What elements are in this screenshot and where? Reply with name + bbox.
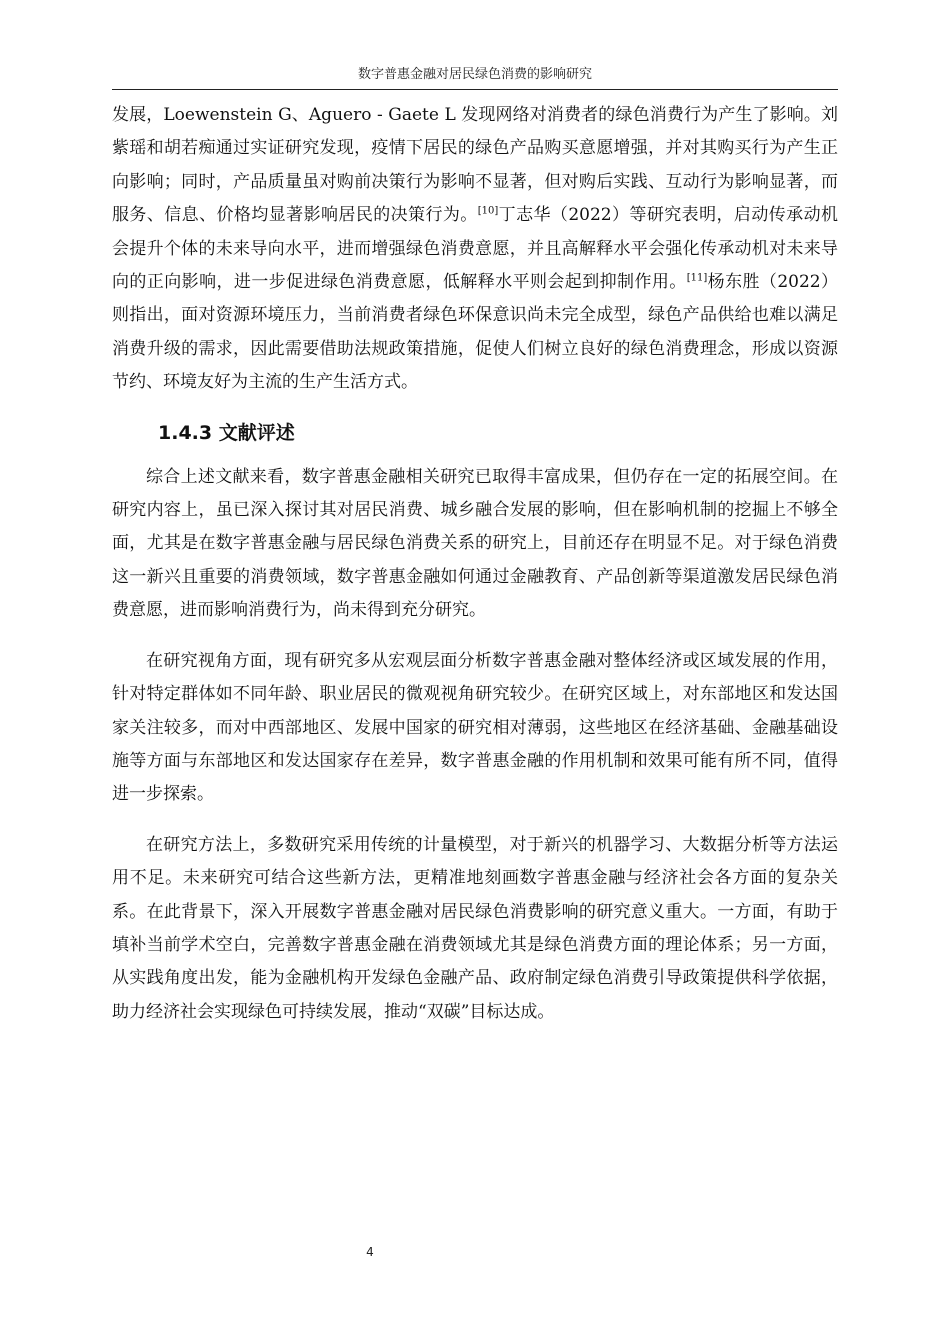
- citation-ref: [10]: [477, 205, 499, 217]
- paragraph-text: 丁志华（2022）等研究表明，启动传承动机会提升个体的未来导向水平，进而增强绿色消费意愿，并且高解释水平会强化传承动机对未来导向的正向影响，进一步促进绿色消费意愿，低解释水平则会起到抑制作用。: [112, 205, 839, 293]
- paragraph-research-perspective: 在研究视角方面，现有研究多从宏观层面分析数字普惠金融对整体经济或区域发展的作用，针对特定群体如不同年龄、职业居民的微观视角研究较少。在研究区域上，对东部地区和发达国家关注较多，而对中西部地区、发展中国家的研究相对薄弱，这些地区在经济基础、金融基础设施等方面与东部地区和发达国家存在差异，数字普惠金融的作用机制和效果可能有所不同，值得进一步探索。: [112, 650, 838, 805]
- paragraph-research-method: 在研究方法上，多数研究采用传统的计量模型，对于新兴的机器学习、大数据分析等方法运用不足。未来研究可结合这些新方法，更精准地刻画数字普惠金融与经济社会各方面的复杂关系。在此背景下，深入开展数字普惠金融对居民绿色消费影响的研究意义重大。一方面，有助于填补当前学术空白，完善数字普惠金融在消费领域尤其是绿色消费方面的理论体系；另一方面，从实践角度出发，能为金融机构开发绿色金融产品、政府制定绿色消费引导政策提供科学依据，助力经济社会实现绿色可持续发展，推动“双碳”目标达成。: [112, 834, 838, 1022]
- page-number: 4: [366, 1245, 374, 1259]
- page-body: [112, 99, 838, 1029]
- running-header: [112, 62, 838, 90]
- paragraph-text: 杨东胜（2022）则指出，面对资源环境压力，当前消费者绿色环保意识尚未完全成型，绿色产品供给也难以满足消费升级的需求，因此需要借助法规政策措施，促使人们树立良好的绿色消费理念，形成以资源节约、环境友好为主流的生产生活方式。: [112, 272, 839, 393]
- citation-ref: [11]: [686, 272, 708, 284]
- running-title: 数字普惠金融对居民绿色消费的影响研究: [357, 67, 592, 82]
- paragraph-text: 发展，Loewenstein G、Aguero - Gaete L 发现网络对消费者的绿色消费行为产生了影响。刘紫瑶和胡若痴通过实证研究发现，疫情下居民的绿色产品购买意愿增强，并对其购买行为产生正向影响；同时，产品质量虽对购前决策行为影响不显著，但对购后实践、互动行为影响显著，而服务、信息、价格均显著影响居民的决策行为。: [112, 105, 838, 226]
- paragraph-continued: [112, 99, 838, 400]
- section-heading: 1.4.3 文献评述: [158, 421, 295, 444]
- paragraph-literature-summary: 综合上述文献来看，数字普惠金融相关研究已取得丰富成果，但仍存在一定的拓展空间。在研究内容上，虽已深入探讨其对居民消费、城乡融合发展的影响，但在影响机制的挖掘上不够全面，尤其是在数字普惠金融与居民绿色消费关系的研究上，目前还存在明显不足。对于绿色消费这一新兴且重要的消费领域，数字普惠金融如何通过金融教育、产品创新等渠道激发居民绿色消费意愿，进而影响消费行为，尚未得到充分研究。: [112, 466, 838, 621]
